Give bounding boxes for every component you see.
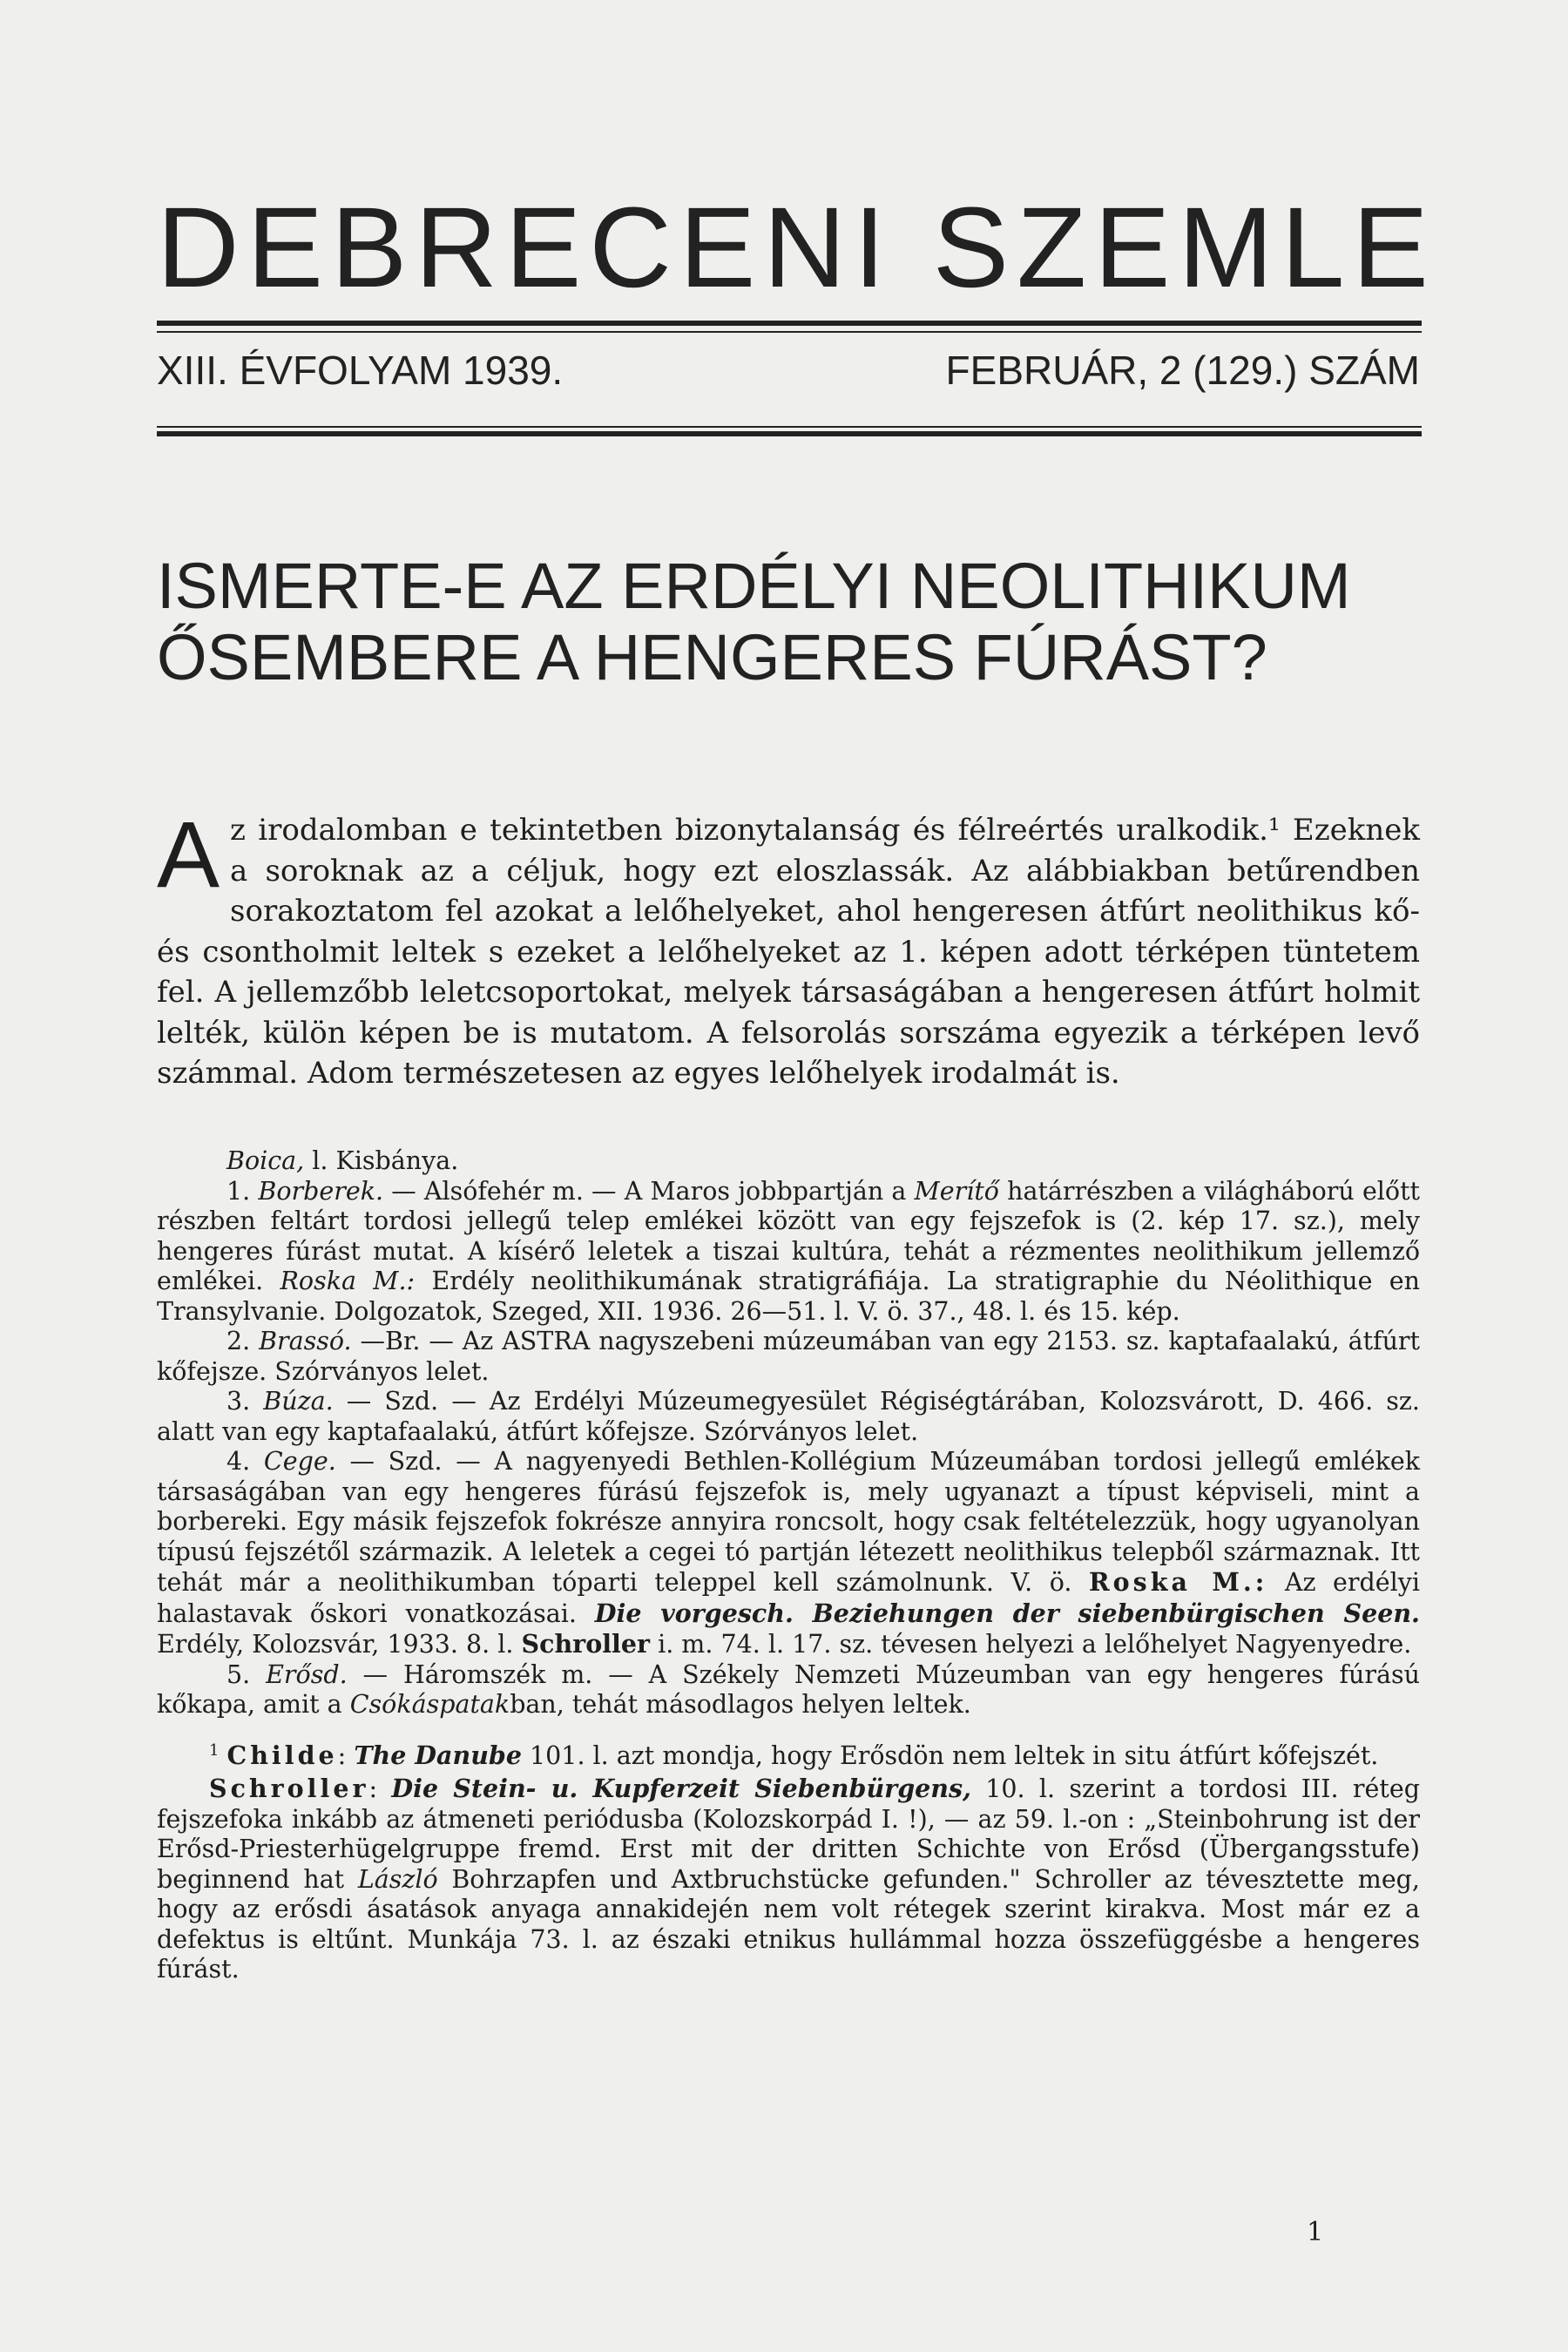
place-name: Cege.: [263, 1447, 336, 1476]
volume-year: XIII. ÉVFOLYAM 1939.: [157, 348, 564, 393]
masthead-rule-bottom-thin: [157, 426, 1422, 428]
article-title-line-1: ISMERTE-E AZ ERDÉLYI NEOLITHIKUM: [157, 550, 1351, 622]
place-name: Erősd.: [266, 1659, 348, 1689]
drop-cap: A: [157, 801, 220, 907]
article-title-line-2: ŐSEMBERE A HENGERES FÚRÁST?: [157, 621, 1267, 693]
page-number: 1: [1307, 2217, 1324, 2247]
entry-4-cege: 4. Cege. — Szd. — A nagyenyedi Bethlen-Kollégium Múzeumában tordosi jellegű emlékek társaságában van egy hengeres fúrású fejszefok is, mely ugyanazt a típust képviseli, mint a borbereki. Egy másik fejszefok fokrésze annyira roncsolt, hogy csak feltételezzük, hogy ugyanolyan típusú fejszétől származik. A leletek a cegei tó partján létezett neolithikus telepből származnak. Itt tehát már a neolithikumban tóparti teleppel kell számolnunk. V. ö. Roska M.: Az erdélyi halastavak őskori vonatkozásai. Die vorgesch. Beziehungen der siebenbürgischen Seen. Erdély, Kolozsvár, 1933. 8. l. Schroller i. m. 74. l. 17. sz. tévesen helyezi a lelőhelyet Nagyenyedre.: [157, 1447, 1420, 1659]
author-citation: Roska M.:: [1088, 1567, 1268, 1597]
footnote-marker: 1: [209, 1740, 220, 1760]
author-citation: Childe: [226, 1740, 338, 1770]
intro-paragraph: z irodalomban e tekintetben bizonytalanság és félreértés uralkodik.¹ Ezeknek a soroknak az a céljuk, hogy ezt eloszlassák. Az alábbiakban betűrendben sorakoztatom fel azokat a lelőhelyeket, ahol hengeresen átfúrt neolithikus kő- és csontholmit leltek s ezeket a lelőhelyeket az 1. képen adott térképen tüntetem fel. A jellemzőbb leletcsoportokat, melyek társaságában a hengeresen átfúrt holmit lelték, külön képen be is mutatom. A felsorolás sorszáma egyezik a térképen levő számmal. Adom természetesen az egyes lelőhelyek irodalmát is.: [157, 813, 1420, 1091]
place-name: Brassó.: [259, 1327, 352, 1355]
entry-1-borberek: 1. Borberek. — Alsófehér m. — A Maros jobbpartján a Merítő határrészben a világháború előtt részben feltárt tordosi jellegű telep emlékei között van egy fejszefok is (2. kép 17. sz.), mely hengeres fúrást mutat. A kísérő leletek a tiszai kultúra, tehát a rézmentes neolithikum jellemző emlékei. Roska M.: Erdély neolithikumának stratigráfiája. La stratigraphie du Néolithique en Transylvanie. Dolgozatok, Szeged, XII. 1936. 26—51. l. V. ö. 37., 48. l. és 15. kép.: [157, 1176, 1420, 1326]
site-list: [157, 1146, 1420, 1985]
journal-masthead: DEBRECENI SZEMLE: [157, 183, 1436, 311]
author-citation: Roska M.:: [280, 1267, 416, 1295]
reference-title: The Danube: [354, 1740, 522, 1770]
author-citation: Schroller: [521, 1629, 651, 1659]
place-name: Búza.: [263, 1387, 334, 1416]
author-citation: Schroller: [209, 1774, 369, 1803]
issue-number: FEBRUÁR, 2 (129.) SZÁM: [945, 348, 1420, 393]
article-title: [157, 551, 1420, 693]
place-name: Borberek.: [258, 1176, 384, 1206]
masthead-rule-bottom: [157, 431, 1422, 436]
entry-boica: Boica, l. Kisbánya.: [226, 1146, 459, 1175]
entry-3-buza: 3. Búza. — Szd. — Az Erdélyi Múzeumegyesület Régiségtárában, Kolozsvárott, D. 466. sz. alatt van egy kaptafaalakú, átfúrt kőfejsze. Szórványos lelet.: [157, 1387, 1420, 1446]
masthead-rule-top: [157, 321, 1422, 326]
footnote-2: Schroller: Die Stein- u. Kupferzeit Siebenbürgens, 10. l. szerint a tordosi III. réteg fejszefoka inkább az átmeneti periódusba (Kolozskorpád I. !), — az 59. l.-on : „Steinbohrung ist der Erősd-Priesterhügelgruppe fremd. Erst mit der dritten Schichte von Erősd (Übergangsstufe) beginnend hat László Bohrzapfen und Axtbruchstücke gefunden." Schroller az tévesztette meg, hogy az erősdi ásatások anyaga annakidején nem volt rétegek szerint kirakva. Most már ez a defektus is eltűnt. Munkája 73. l. az északi etnikus hullámmal hozza összefüggésbe a hengeres fúrást.: [157, 1774, 1420, 1984]
entry-5-erosd: 5. Erősd. — Háromszék m. — A Székely Nemzeti Múzeumban van egy hengeres fúrású kőkapa, amit a Csókáspatakban, tehát másodlagos helyen leltek.: [157, 1659, 1420, 1719]
footnote-1: $^1$ Childe: The Danube 101. l. azt mondja, hogy Erősdön nem leltek in situ átfúrt kőfejszét.: [209, 1740, 1379, 1770]
article-intro: [157, 801, 1420, 1094]
reference-title: Die Stein- u. Kupferzeit Siebenbürgens,: [391, 1774, 971, 1803]
masthead-rule-top-thin: [157, 331, 1422, 333]
entry-2-brasso: 2. Brassó. —Br. — Az ASTRA nagyszebeni múzeumában van egy 2153. sz. kaptafaalakú, átfúrt kőfejsze. Szórványos lelet.: [157, 1327, 1420, 1386]
place-name: Boica,: [226, 1146, 305, 1175]
reference-title: Die vorgesch. Beziehungen der siebenbürgischen Seen.: [594, 1598, 1420, 1628]
